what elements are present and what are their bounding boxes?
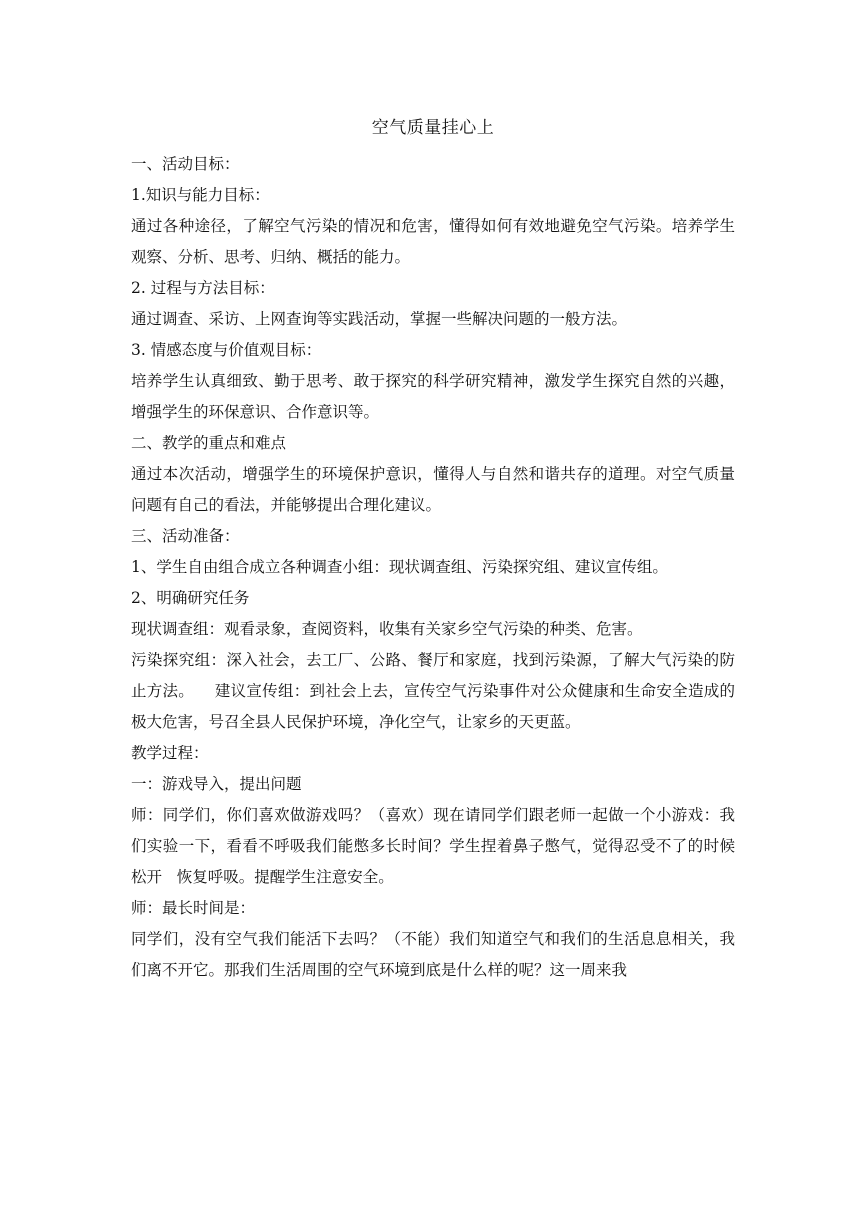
subheading-attitude-goal: 3. 情感态度与价值观目标：: [131, 341, 322, 359]
paragraph-survey-group: 现状调查组：观看录象，查阅资料，收集有关家乡空气污染的种类、危害。: [131, 620, 643, 638]
heading-key-points: 二、教学的重点和难点: [131, 434, 287, 452]
paragraph-key-points: 通过本次活动，增强学生的环境保护意识，懂得人与自然和谐共存的道理。对空气质量问题有自己的看法，并能够提出合理化建议。: [131, 465, 735, 514]
paragraph-tasks-heading: 2、明确研究任务: [131, 589, 250, 607]
paragraph-groups: 1、学生自由组合成立各种调查小组：现状调查组、污染探究组、建议宣传组。: [131, 558, 668, 576]
paragraph-teacher-game: 师：同学们，你们喜欢做游戏吗？（喜欢）现在请同学们跟老师一起做一个小游戏：我们实验一下，看看不呼吸我们能憋多长时间？学生捏着鼻子憋气，觉得忍受不了的时候松开 恢复呼吸。提醒学生注意安全。: [131, 806, 735, 886]
document-body: [131, 113, 735, 986]
subheading-knowledge-goal: 1.知识与能力目标：: [131, 186, 270, 204]
paragraph-longest-time: 师：最长时间是：: [131, 899, 256, 917]
paragraph-knowledge-goal: 通过各种途径，了解空气污染的情况和危害，懂得如何有效地避免空气污染。培养学生观察、分析、思考、归纳、概括的能力。: [131, 217, 735, 266]
heading-preparation: 三、活动准备：: [131, 527, 240, 545]
subheading-game-intro: 一：游戏导入，提出问题: [131, 775, 302, 793]
paragraph-pollution-group: 污染探究组：深入社会，去工厂、公路、餐厅和家庭，找到污染源，了解大气污染的防止方法。 建议宣传组：到社会上去，宣传空气污染事件对公众健康和生命安全造成的极大危害，号召全县人民保护环境，净化空气，让家乡的天更蓝。: [131, 651, 735, 731]
subheading-process-goal: 2. 过程与方法目标：: [131, 279, 275, 297]
paragraph-process-goal: 通过调查、采访、上网查询等实践活动，掌握一些解决问题的一般方法。: [131, 310, 628, 328]
heading-teaching-process: 教学过程：: [131, 744, 209, 762]
paragraph-attitude-goal: 培养学生认真细致、勤于思考、敢于探究的科学研究精神，激发学生探究自然的兴趣，增强学生的环保意识、合作意识等。: [131, 372, 735, 421]
document-title: 空气质量挂心上: [371, 118, 495, 138]
heading-activity-goals: 一、活动目标：: [131, 155, 240, 173]
paragraph-air-question: 同学们，没有空气我们能活下去吗？（不能）我们知道空气和我们的生活息息相关，我们离不开它。那我们生活周围的空气环境到底是什么样的呢？这一周来我: [131, 930, 735, 979]
